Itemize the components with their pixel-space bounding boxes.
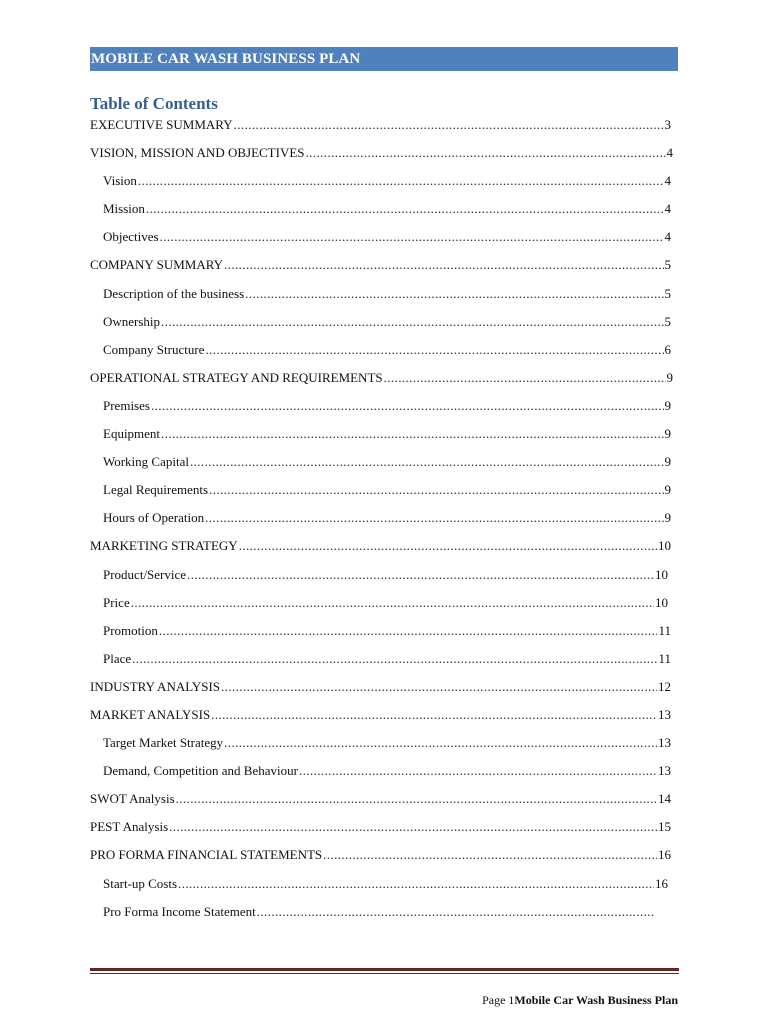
toc-entry-page: 9 xyxy=(664,482,671,498)
toc-entry[interactable] xyxy=(90,845,680,873)
toc-entry-text: Description of the business xyxy=(103,285,245,301)
toc-entry[interactable] xyxy=(90,227,680,255)
footer-divider-thin-line xyxy=(90,973,679,974)
toc-entry-page: 9 xyxy=(664,397,671,413)
footer-divider-thick-line xyxy=(90,968,679,971)
toc-entry[interactable] xyxy=(90,340,680,368)
toc-leader-dots xyxy=(209,482,663,498)
toc-entry[interactable] xyxy=(90,480,680,508)
toc-entry[interactable] xyxy=(90,396,680,424)
toc-leader-dots xyxy=(323,847,657,863)
toc-entry[interactable] xyxy=(90,115,680,143)
toc-leader-dots xyxy=(138,173,664,189)
toc-leader-dots xyxy=(178,876,654,892)
toc-entry[interactable] xyxy=(90,255,680,283)
toc-entry-text: Objectives xyxy=(103,229,159,245)
toc-entry-text: Place xyxy=(103,650,132,666)
toc-entry-text: OPERATIONAL STRATEGY AND REQUIREMENTS xyxy=(90,369,383,385)
toc-entry-page: 13 xyxy=(658,763,671,779)
toc-entry-page: 13 xyxy=(658,735,671,751)
toc-leader-dots xyxy=(239,538,657,554)
footer-document-title: Mobile Car Wash Business Plan xyxy=(514,993,678,1007)
toc-leader-dots xyxy=(224,257,663,273)
toc-leader-dots xyxy=(257,904,655,920)
toc-entry-text: Demand, Competition and Behaviour xyxy=(103,763,298,779)
toc-leader-dots xyxy=(159,623,658,639)
toc-entry[interactable] xyxy=(90,536,680,564)
footer-divider xyxy=(90,968,679,975)
toc-entry-text: Premises xyxy=(103,397,150,413)
toc-entry-text: Hours of Operation xyxy=(103,510,205,526)
toc-entry-text: COMPANY SUMMARY xyxy=(90,257,224,273)
table-of-contents xyxy=(90,115,680,930)
toc-entry-page: 15 xyxy=(658,819,671,835)
document-header-title: MOBILE CAR WASH BUSINESS PLAN xyxy=(90,47,678,71)
toc-entry[interactable] xyxy=(90,733,680,761)
toc-entry[interactable] xyxy=(90,677,680,705)
toc-entry-page: 11 xyxy=(658,650,671,666)
toc-entry[interactable] xyxy=(90,593,680,621)
toc-entry-text: VISION, MISSION AND OBJECTIVES xyxy=(90,145,305,161)
toc-entry-text: Working Capital xyxy=(103,454,189,470)
toc-entry-page: 3 xyxy=(664,117,671,132)
toc-entry-page: 4 xyxy=(664,229,671,245)
toc-entry-text: PEST Analysis xyxy=(90,819,169,835)
toc-entry[interactable] xyxy=(90,902,680,930)
toc-entry-page: 16 xyxy=(658,847,671,863)
toc-leader-dots xyxy=(176,791,657,807)
toc-entry-page: 14 xyxy=(658,791,671,807)
toc-entry[interactable] xyxy=(90,368,680,396)
toc-entry[interactable] xyxy=(90,705,680,733)
toc-entry-page: 9 xyxy=(664,510,671,526)
toc-leader-dots xyxy=(211,707,657,723)
toc-leader-dots xyxy=(306,145,666,161)
toc-leader-dots xyxy=(384,370,666,386)
toc-leader-dots xyxy=(160,229,664,245)
toc-entry[interactable] xyxy=(90,284,680,312)
toc-entry-text: Target Market Strategy xyxy=(103,735,224,751)
toc-entry-page: 4 xyxy=(664,201,671,217)
toc-entry[interactable] xyxy=(90,649,680,677)
toc-entry-page: 5 xyxy=(664,313,671,329)
toc-leader-dots xyxy=(205,510,663,526)
page-footer xyxy=(482,993,678,1008)
toc-entry[interactable] xyxy=(90,761,680,789)
toc-entry-page: 9 xyxy=(666,369,673,385)
toc-entry[interactable] xyxy=(90,171,680,199)
toc-leader-dots xyxy=(187,567,654,583)
toc-entry-page: 13 xyxy=(658,706,671,722)
toc-entry-text: PRO FORMA FINANCIAL STATEMENTS xyxy=(90,847,323,863)
toc-entry-text: Promotion xyxy=(103,622,158,638)
toc-entry-text: Ownership xyxy=(103,313,161,329)
toc-entry-text: Legal Requirements xyxy=(103,482,209,498)
toc-leader-dots xyxy=(146,201,664,217)
toc-entry[interactable] xyxy=(90,424,680,452)
toc-entry-page: 10 xyxy=(655,594,668,610)
toc-entry-text: SWOT Analysis xyxy=(90,791,175,807)
toc-leader-dots xyxy=(131,595,654,611)
toc-entry-text: Price xyxy=(103,594,130,610)
toc-entry-text: MARKET ANALYSIS xyxy=(90,706,211,722)
toc-entry-page: 9 xyxy=(664,454,671,470)
toc-leader-dots xyxy=(234,117,664,133)
footer-page-number: Page 1 xyxy=(482,993,515,1007)
toc-leader-dots xyxy=(132,651,657,667)
toc-entry[interactable] xyxy=(90,143,680,171)
toc-leader-dots xyxy=(245,286,663,302)
toc-entry-text: Vision xyxy=(103,173,137,189)
toc-entry-page: 4 xyxy=(666,145,673,161)
toc-entry-text: Company Structure xyxy=(103,341,205,357)
toc-entry-page: 10 xyxy=(655,566,668,582)
toc-entry-page: 4 xyxy=(664,173,671,189)
toc-entry-page: 11 xyxy=(658,622,671,638)
toc-entry[interactable] xyxy=(90,452,680,480)
toc-entry-text: MARKETING STRATEGY xyxy=(90,538,238,554)
toc-leader-dots xyxy=(151,398,664,414)
toc-entry-page: 6 xyxy=(664,341,671,357)
toc-entry[interactable] xyxy=(90,199,680,227)
toc-leader-dots xyxy=(299,763,657,779)
toc-heading: Table of Contents xyxy=(90,94,218,113)
toc-entry-text: INDUSTRY ANALYSIS xyxy=(90,678,221,694)
toc-entry-text: EXECUTIVE SUMMARY xyxy=(90,117,233,132)
toc-leader-dots xyxy=(205,342,663,358)
toc-entry-text: Start-up Costs xyxy=(103,875,178,891)
toc-entry-page: 10 xyxy=(658,538,671,554)
toc-entry-page: 5 xyxy=(664,257,671,273)
toc-leader-dots xyxy=(161,314,663,330)
toc-entry-text: Equipment xyxy=(103,426,161,442)
toc-entry-page: 12 xyxy=(658,678,671,694)
toc-entry-page: 5 xyxy=(664,285,671,301)
toc-leader-dots xyxy=(169,819,657,835)
toc-entry[interactable] xyxy=(90,508,680,536)
toc-leader-dots xyxy=(224,735,657,751)
toc-entry-page: 9 xyxy=(664,426,671,442)
toc-entry[interactable] xyxy=(90,789,680,817)
toc-entry[interactable] xyxy=(90,817,680,845)
toc-entry-text: Mission xyxy=(103,201,145,217)
toc-leader-dots xyxy=(190,454,664,470)
toc-leader-dots xyxy=(221,679,657,695)
toc-entry[interactable] xyxy=(90,621,680,649)
toc-entry-text: Pro Forma Income Statement xyxy=(103,903,256,919)
toc-entry-page: 16 xyxy=(655,875,668,891)
toc-entry[interactable] xyxy=(90,874,680,902)
toc-entry[interactable] xyxy=(90,312,680,340)
toc-entry-text: Product/Service xyxy=(103,566,187,582)
toc-leader-dots xyxy=(161,426,663,442)
toc-entry[interactable] xyxy=(90,565,680,593)
